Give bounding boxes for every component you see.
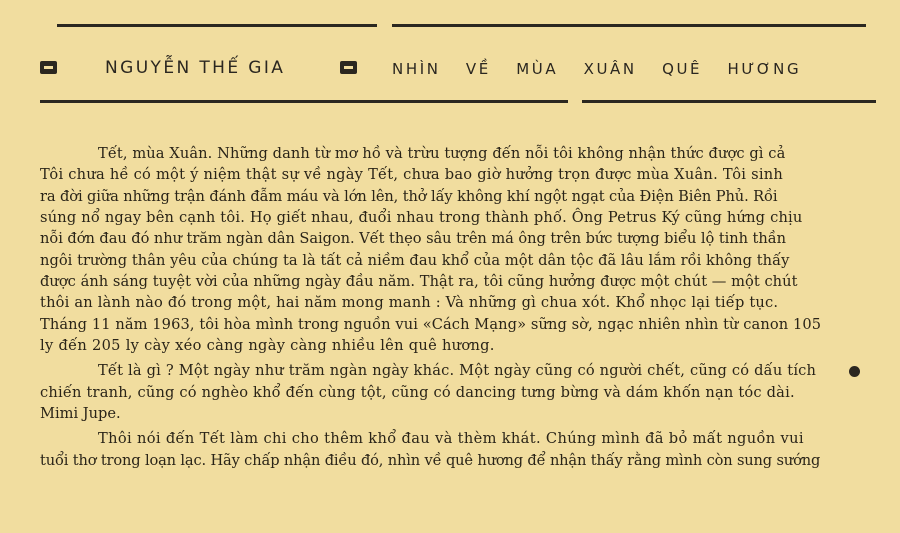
author-name: NGUYỄN THẾ GIA — [105, 58, 286, 78]
ink-dot-icon — [849, 366, 860, 377]
bottom-rule-left — [40, 100, 568, 103]
paragraph — [40, 143, 882, 356]
paragraph — [40, 428, 882, 471]
text-line: Tháng 11 năm 1963, tôi hòa mình trong nguồn vui «Cách Mạng» sững sờ, ngạc nhiên nhìn từ canon 105 — [40, 315, 822, 333]
ornament-icon — [40, 61, 57, 74]
text-line: ly đến 205 ly cày xéo càng ngày càng nhiều lên quê hương. — [40, 337, 495, 355]
bottom-rule-right — [582, 100, 876, 103]
text-line: tuổi thơ trong loạn lạc. Hãy chấp nhận điều đó, nhìn về quê hương để nhận thấy rằng mình còn sung sướng — [40, 451, 821, 469]
article-body — [40, 143, 882, 475]
text-line: thôi an lành nào đó trong một, hai năm mong manh : Và những gì chua xót. Khổ nhọc lại tiếp tục. — [40, 294, 779, 312]
text-line: Tôi chưa hề có một ý niệm thật sự về ngày Tết, chưa bao giờ hưởng trọn được mùa Xuân. Tôi sinh — [40, 166, 784, 184]
text-line: Tết, mùa Xuân. Những danh từ mơ hồ và trừu tượng đến nỗi tôi không nhận thức được gì cả — [98, 145, 786, 162]
text-line: được ánh sáng tuyệt vời của những ngày đầu năm. Thật ra, tôi cũng hưởng được một chút — một chút — [40, 273, 798, 291]
top-rule-left — [57, 24, 377, 27]
article-header — [40, 48, 870, 88]
text-line: súng nổ ngay bên cạnh tôi. Họ giết nhau, đuổi nhau trong thành phố. Ông Petrus Ký cũng hứng chịu — [40, 209, 803, 227]
text-line: Mimi Jupe. — [40, 405, 121, 423]
text-line: ngôi trường thân yêu của chúng ta là tất cả niềm đau khổ của một dân tộc đã lâu lắm rồi không thấy — [40, 251, 790, 269]
text-line: nỗi đớn đau đó như trăm ngàn dân Saigon. Vết thẹo sâu trên má ông trên bức tượng biểu lộ tinh thần — [40, 230, 786, 248]
top-rule-right — [392, 24, 866, 27]
text-line: chiến tranh, cũng có nghèo khổ đến cùng tột, cũng có dancing tưng bừng và dám khốn nạn tóc dài. — [40, 383, 795, 401]
text-line: ra đời giữa những trận đánh đẫm máu và lớn lên, thở lấy không khí ngột ngạt của Điện Biên Phủ. Rồi — [40, 187, 778, 205]
text-line: Tết là gì ? Một ngày như trăm ngàn ngày khác. Một ngày cũng có người chết, cũng có dấu tích — [98, 362, 817, 380]
paragraph — [40, 360, 882, 424]
ornament-icon — [340, 61, 357, 74]
article-title: NHÌN VỀ MÙA XUÂN QUÊ HƯƠNG — [392, 60, 802, 78]
text-line: Thôi nói đến Tết làm chi cho thêm khổ đau và thèm khát. Chúng mình đã bỏ mất nguồn vui — [98, 430, 804, 448]
